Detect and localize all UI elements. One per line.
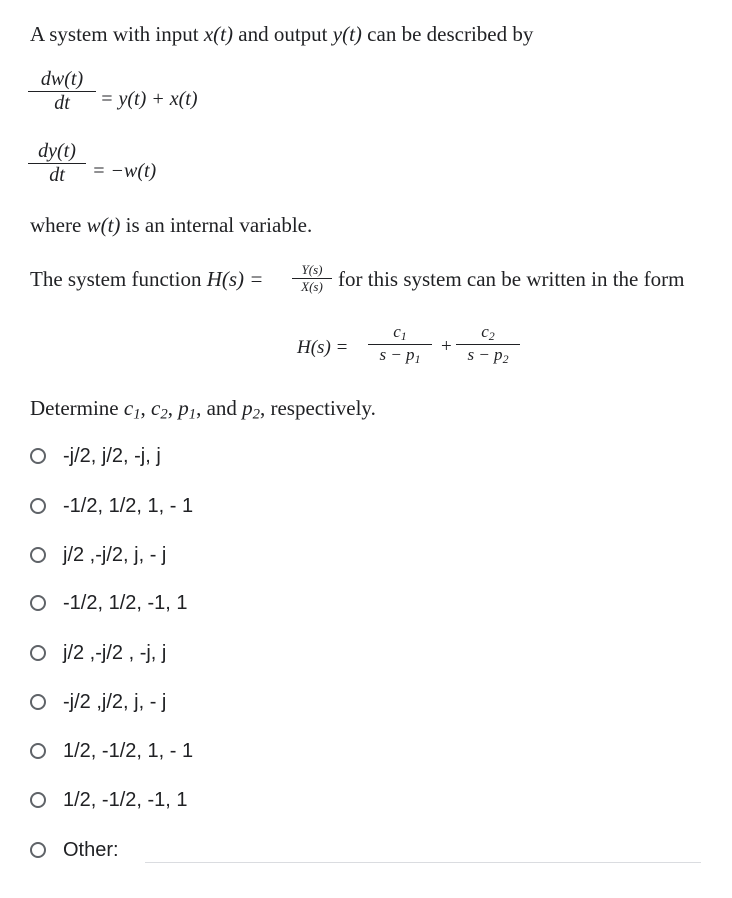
eq2-denominator: dt [49,164,65,187]
option-label: -j/2, j/2, -j, j [63,444,161,467]
determine-text: Determine $c_1$, $c_2$, $p_1$, and $p_2$, respectively. [30,396,376,423]
form-lhs: H(s) = [297,337,349,358]
option-label: 1/2, -1/2, 1, - 1 [63,739,194,762]
option-7[interactable] [30,736,193,766]
radio-circle-icon[interactable] [30,448,46,464]
option-6[interactable] [30,687,166,717]
option-other[interactable] [30,835,119,865]
form-plus: + [441,336,452,357]
radio-circle-icon[interactable] [30,645,46,661]
eq2-rhs: = −w(t) [92,160,157,182]
system-function-denominator: X(s) [301,279,323,295]
option-label: j/2 ,-j/2 , -j, j [63,641,167,664]
radio-circle-icon[interactable] [30,792,46,808]
option-label: 1/2, -1/2, -1, 1 [63,788,188,811]
system-function-tail: for this system can be written in the form [338,267,685,291]
option-8[interactable] [30,785,188,815]
eq1-fraction [28,68,96,115]
radio-circle-icon[interactable] [30,842,46,858]
eq1-rhs: = y(t) + x(t) [100,88,198,110]
option-label: j/2 ,-j/2, j, - j [63,543,167,566]
option-3[interactable] [30,540,166,570]
system-function-fraction [292,262,332,295]
option-5[interactable] [30,638,166,668]
eq2-numerator: dy(t) [38,140,76,162]
option-label: -j/2 ,j/2, j, - j [63,690,167,713]
option-label: -1/2, 1/2, -1, 1 [63,591,188,614]
form-denominator-1: $s - p_1$ [379,345,421,367]
radio-circle-icon[interactable] [30,694,46,710]
eq1-numerator: dw(t) [40,68,84,90]
option-label: -1/2, 1/2, 1, - 1 [63,494,194,517]
other-text-input[interactable] [145,862,701,863]
eq1-denominator: dt [54,92,70,115]
form-fraction-1 [368,322,432,367]
eq2-fraction [28,140,86,187]
form-numerator-1: $c_1$ [393,322,407,343]
question-intro: A system with input x(t) and output y(t) can be described by [30,22,534,46]
form-numerator-2: $c_2$ [481,322,495,343]
option-2[interactable] [30,491,193,521]
other-label: Other: [63,838,119,861]
form-denominator-2: $s - p_2$ [467,345,509,367]
radio-circle-icon[interactable] [30,547,46,563]
where-text: where w(t) is an internal variable. [30,213,313,237]
form-fraction-2 [456,322,520,367]
option-1[interactable] [30,441,161,471]
system-function-text: The system function H(s) = [30,267,264,291]
radio-circle-icon[interactable] [30,595,46,611]
radio-circle-icon[interactable] [30,498,46,514]
radio-circle-icon[interactable] [30,743,46,759]
option-4[interactable] [30,588,188,618]
system-function-numerator: Y(s) [301,262,323,277]
